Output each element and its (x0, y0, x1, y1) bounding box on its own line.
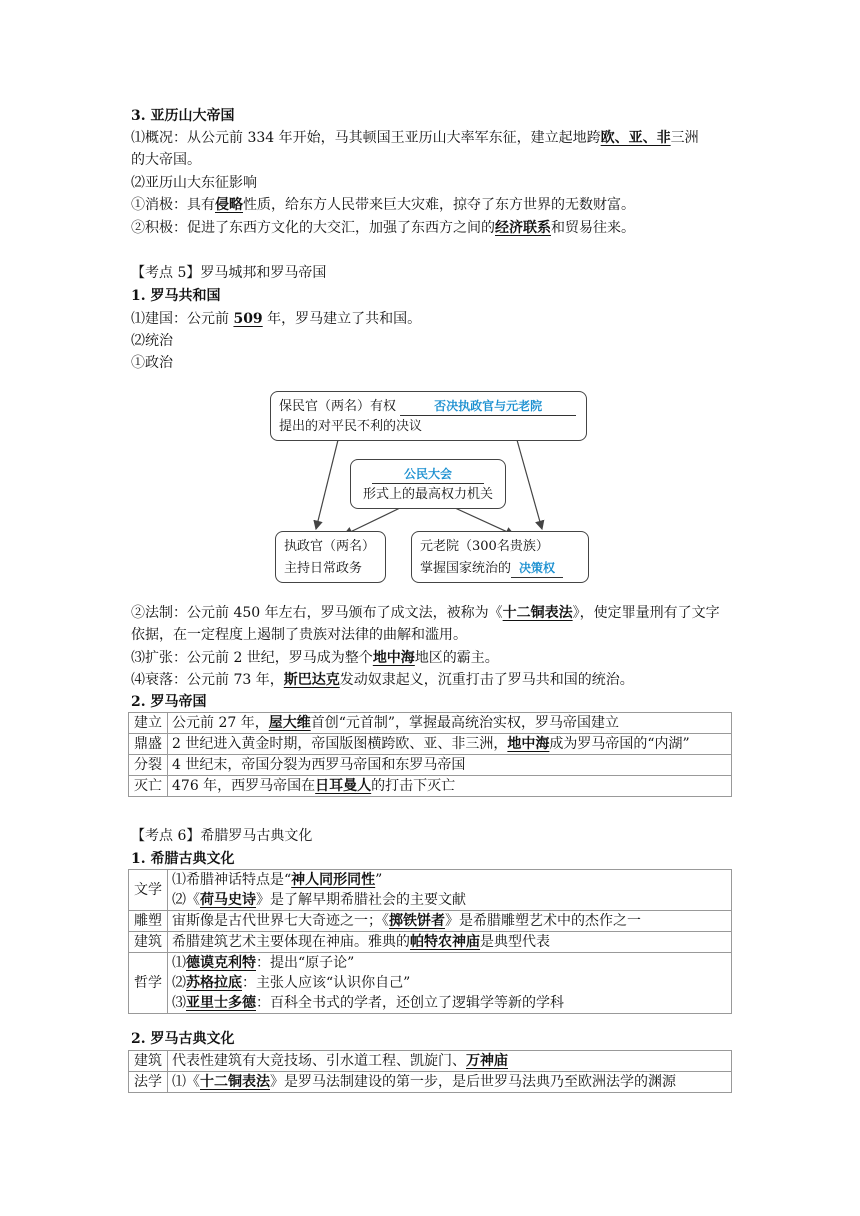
table-row: 建筑 代表性建筑有大竞技场、引水道工程、凯旋门、万神庙 (129, 1051, 732, 1072)
tribune-box: 保民官（两名）有权 否决执政官与元老院 提出的对平民不利的决议 (270, 391, 587, 441)
table-row: 鼎盛 2 世纪进入黄金时期，帝国版图横跨欧、亚、非三洲，地中海成为罗马帝国的“内湖” (129, 734, 732, 755)
section-title: 1. 希腊古典文化 (131, 851, 235, 867)
greek-culture-table (128, 869, 732, 1014)
text-line: ⑷衰落：公元前 73 年，斯巴达克发动奴隶起义，沉重打击了罗马共和国的统治。 (131, 672, 634, 688)
section-title: 2. 罗马古典文化 (131, 1031, 235, 1047)
table-row: 灭亡 476 年，西罗马帝国在日耳曼人的打击下灭亡 (129, 776, 732, 797)
section-title: 1. 罗马共和国 (131, 288, 221, 304)
senate-box: 元老院（300名贵族） 掌握国家统治的 决策权 (411, 531, 589, 583)
table-row: 文学 ⑴希腊神话特点是“神人同形同性” ⑵《荷马史诗》是了解早期希腊社会的主要文献 (129, 870, 732, 911)
text-line: 的大帝国。 (131, 152, 201, 168)
text-line: ①消极：具有侵略性质，给东方人民带来巨大灾难，掠夺了东方世界的无数财富。 (131, 197, 635, 213)
text-line: ①政治 (131, 355, 173, 371)
text-line: ⑴概况：从公元前 334 年开始，马其顿国王亚历山大率军东征，建立起地跨欧、亚、非三洲 (131, 130, 699, 146)
section-heading: 【考点 5】罗马城邦和罗马帝国 (131, 265, 327, 281)
text-line: ⑶扩张：公元前 2 世纪，罗马成为整个地中海地区的霸主。 (131, 650, 499, 666)
table-row: 雕塑 宙斯像是古代世界七大奇迹之一；《掷铁饼者》是希腊雕塑艺术中的杰作之一 (129, 911, 732, 932)
text-line: ⑵统治 (131, 333, 173, 349)
text-line: ②积极：促进了东西方文化的大交汇，加强了东西方之间的经济联系和贸易往来。 (131, 220, 635, 236)
table-row: 哲学 ⑴德谟克利特：提出“原子论” ⑵苏格拉底：主张人应该“认识你自己” ⑶亚里士多德：百科全书式的学者，还创立了逻辑学等新的学科 (129, 953, 732, 1014)
table-row: 建筑 希腊建筑艺术主要体现在神庙。雅典的帕特农神庙是典型代表 (129, 932, 732, 953)
roman-empire-table (128, 712, 732, 797)
table-row: 建立 公元前 27 年，屋大维首创“元首制”，掌握最高统治实权，罗马帝国建立 (129, 713, 732, 734)
text-line: 依据，在一定程度上遏制了贵族对法律的曲解和滥用。 (131, 627, 467, 643)
consul-box: 执政官（两名） 主持日常政务 (275, 531, 386, 583)
section-heading: 【考点 6】希腊罗马古典文化 (131, 828, 313, 844)
text-line: ②法制：公元前 450 年左右，罗马颁布了成文法，被称为《十二铜表法》，使定罪量刑有了文字 (131, 605, 720, 621)
section-title: 3. 亚历山大帝国 (131, 108, 235, 124)
roman-culture-table (128, 1050, 732, 1093)
text-line: ⑵亚历山大东征影响 (131, 175, 257, 191)
table-row: 分裂 4 世纪末，帝国分裂为西罗马帝国和东罗马帝国 (129, 755, 732, 776)
table-row: 法学 ⑴《十二铜表法》是罗马法制建设的第一步，是后世罗马法典乃至欧洲法学的渊源 (129, 1072, 732, 1093)
section-title: 2. 罗马帝国 (131, 694, 207, 710)
text-line: ⑴建国：公元前 509 年，罗马建立了共和国。 (131, 311, 422, 327)
assembly-box: 公民大会 形式上的最高权力机关 (350, 459, 506, 509)
